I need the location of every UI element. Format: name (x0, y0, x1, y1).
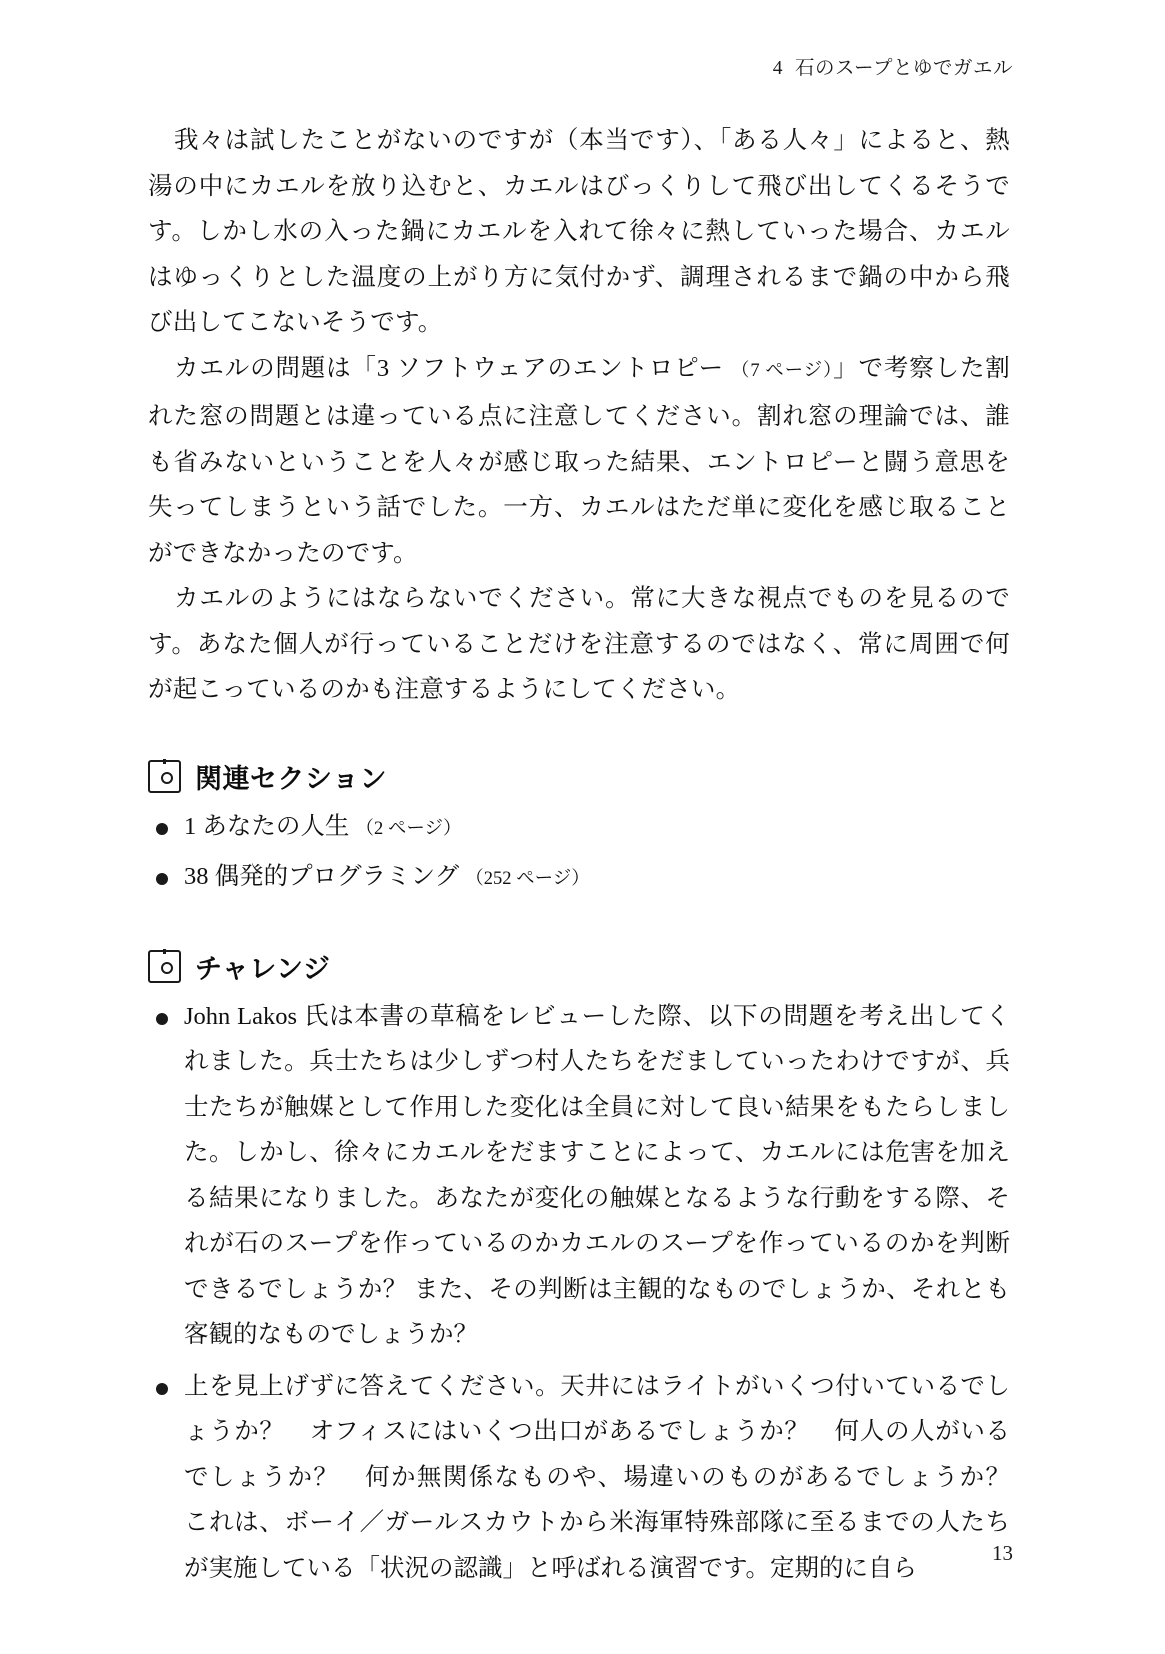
section-marker-icon (148, 760, 181, 793)
page-number: 13 (992, 1541, 1013, 1565)
paragraph-2-page-ref: （7 ページ） (731, 360, 834, 381)
paragraph-2 (148, 346, 1010, 577)
related-section-title: 関連セクション (195, 763, 387, 795)
challenge-section-heading (148, 947, 1010, 986)
paragraph-2-lead: カエルの問題は「3 ソフトウェアのエントロピー (174, 354, 732, 382)
paragraph-1: 我々は試したことがないのですが（本当です）、「ある人々」によると、熱湯の中にカエルを放り込むと、カエルはびっくりして飛び出してくるそうです。しかし水の入った鍋にカエルを入れて徐々に熱していった場合、カエルはゆっくりとした温度の上がり方に気付かず、調理されるまで鍋の中から飛び出してこないそうです。 (148, 127, 1010, 336)
paragraph-3: カエルのようにはならないでください。常に大きな視点でものを見るのです。あなた個人が行っていることだけを注意するのではなく、常に周囲で何が起こっているのかも注意するようにしてください。 (148, 585, 1010, 703)
related-item-page-ref: （252 ページ） (465, 869, 590, 889)
list-item: John Lakos 氏は本書の草稿をレビューした際、以下の問題を考え出してくれました。兵士たちは少しずつ村人たちをだましていったわけですが、兵士たちが触媒として作用した変化は全員に対して良い結果をもたらしました。しかし、徐々にカエルをだますことによって、カエルには危害を加える結果になりました。あなたが変化の触媒となるような行動をする際、それが石のスープを作っているのかカエルのスープを作っているのかを判断できるでしょうか？ また、その判断は主観的なものでしょうか、それとも客観的なものでしょうか？ (148, 994, 1010, 1358)
running-head-chapter-title: 石のスープとゆでガエル (794, 58, 1013, 79)
related-section-heading (148, 757, 1010, 796)
related-item-label: 38 偶発的プログラミング (184, 863, 466, 890)
running-head (773, 52, 1013, 80)
challenge-section-list (148, 994, 1035, 1592)
related-section-list (148, 804, 1010, 903)
running-head-chapter-number: 4 (772, 58, 783, 79)
related-item-label: 1 あなたの人生 (184, 812, 356, 840)
list-item: 上を見上げずに答えてください。天井にはライトがいくつ付いているでしょうか？ オフィスにはいくつ出口があるでしょうか？ 何人の人がいるでしょうか？ 何か無関係なものや、場違いのものがあるでしょうか？ これは、ボーイ／ガールスカウトから米海軍特殊部隊に至るまでの人たちが実施している「状況の認識」と呼ばれる演習です。定期的に自ら (148, 1364, 1010, 1592)
list-item (148, 804, 1010, 853)
page-content (148, 118, 1035, 1591)
paragraph-2-tail: 」で考察した割れた窓の問題とは違っている点に注意してください。割れ窓の理論では、誰も省みないということを人々が感じ取った結果、エントロピーと闘う意思を失ってしまうという話でした。一方、カエルはただ単に変化を感じ取ることができなかったのです。 (148, 354, 1010, 567)
related-item-page-ref: （2 ページ） (355, 818, 462, 839)
section-marker-icon (148, 950, 181, 983)
challenge-section-title: チャレンジ (195, 953, 331, 985)
list-item (148, 854, 1010, 903)
